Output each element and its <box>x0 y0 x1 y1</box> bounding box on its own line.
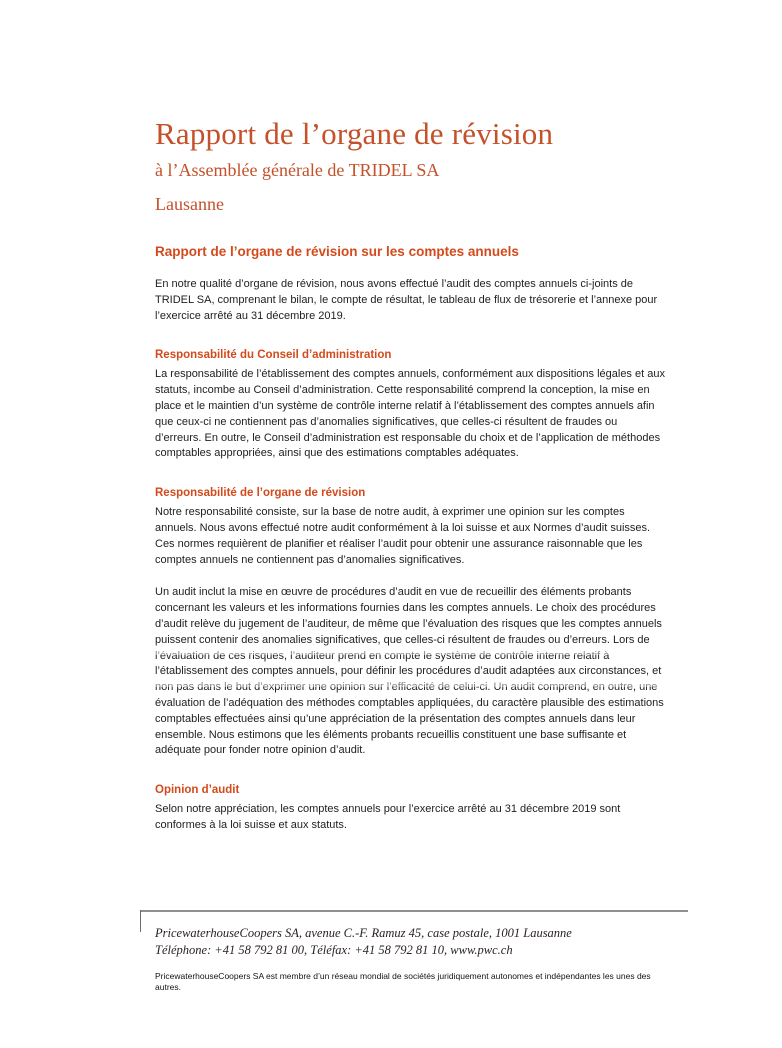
section-paragraph-wrapper <box>155 585 665 759</box>
section-opinion-audit <box>155 783 665 834</box>
section-paragraph: Selon notre appréciation, les comptes annuels pour l’exercice arrêté au 31 décembre 2019 sont conformes à la loi suisse et aux statuts. <box>155 803 621 831</box>
section-paragraph: La responsabilité de l’établissement des comptes annuels, conformément aux dispositions légales et aux statuts, incombe au Conseil d’administration. Cette responsabilité comprend la conception, la mise en place et le maintien d’un système de contrôle interne relatif à l’établissement des comptes annuels afin que ceux-ci ne contiennent pas d’anomalies significatives, que celles-ci résultent de fraudes ou d’erreurs. En outre, le Conseil d’administration est responsable du choix et de l’application de méthodes comptables appropriées, ainsi que des estimations comptables adéquates. <box>155 368 665 460</box>
section-responsabilite-organe <box>155 486 665 759</box>
footer-corner-tick <box>140 910 141 932</box>
section-paragraph: Notre responsabilité consiste, sur la base de notre audit, à exprimer une opinion sur les comptes annuels. Nous avons effectué notre audit conformément à la loi suisse et aux Normes d’audit suisses. Ces normes requièrent de planifier et réaliser l’audit pour obtenir une assurance raisonnable que les comptes annuels ne contiennent pas d’anomalies significatives. <box>155 506 651 566</box>
report-main-heading: Rapport de l’organe de révision sur les comptes annuels <box>155 244 519 259</box>
footer-address-block <box>155 925 675 959</box>
footer-disclaimer: PricewaterhouseCoopers SA est membre d’un réseau mondial de sociétés juridiquement autonomes et indépendantes les unes des autres. <box>155 971 651 992</box>
footer-rule <box>140 910 688 912</box>
document-subtitle: à l’Assemblée générale de TRIDEL SA <box>155 160 440 180</box>
report-intro-paragraph: En notre qualité d’organe de révision, nous avons effectué l’audit des comptes annuels ci-joints de TRIDEL SA, comprenant le bilan, le compte de résultat, le tableau de flux de trésorerie et l’annexe pour l’exercice arrêté au 31 décembre 2019. <box>155 278 658 322</box>
footer-address-line: PricewaterhouseCoopers SA, avenue C.-F. Ramuz 45, case postale, 1001 Lausanne <box>155 926 572 940</box>
section-paragraph: Un audit inclut la mise en œuvre de procédures d’audit en vue de recueillir des éléments probants concernant les valeurs et les informations fournies dans les comptes annuels. Le choix des procédures d’audit relève du jugement de l’auditeur, de même que l’évaluation des risques que les comptes annuels puissent contenir des anomalies significatives, que celles-ci résultent de fraudes ou d’erreurs. Lors de l’évaluation de ces risques, l’auditeur prend en compte le système de contrôle interne relatif à l’établissement des comptes annuels, pour définir les procédures d’audit adaptées aux circonstances, et non pas dans le but d’exprimer une opinion sur l’efficacité de celui-ci. Un audit comprend, en outre, une évaluation de l’adéquation des méthodes comptables appliquées, du caractère plausible des estimations comptables effectuées ainsi qu’une appréciation de la présentation des comptes annuels dans leur ensemble. Nous estimons que les éléments probants recueillis constituent une base suffisante et adéquate pour fonder notre opinion d’audit. <box>155 586 664 757</box>
section-heading-conseil: Responsabilité du Conseil d’administration <box>155 349 392 362</box>
section-heading-organe: Responsabilité de l’organe de révision <box>155 487 366 500</box>
document-title: Rapport de l’organe de révision <box>155 116 554 151</box>
document-body <box>155 116 665 834</box>
document-city: Lausanne <box>155 194 224 214</box>
section-heading-opinion: Opinion d’audit <box>155 784 240 797</box>
section-responsabilite-conseil <box>155 348 665 462</box>
footer-contact-line: Téléphone: +41 58 792 81 00, Téléfax: +41 58 792 81 10, www.pwc.ch <box>155 943 513 957</box>
